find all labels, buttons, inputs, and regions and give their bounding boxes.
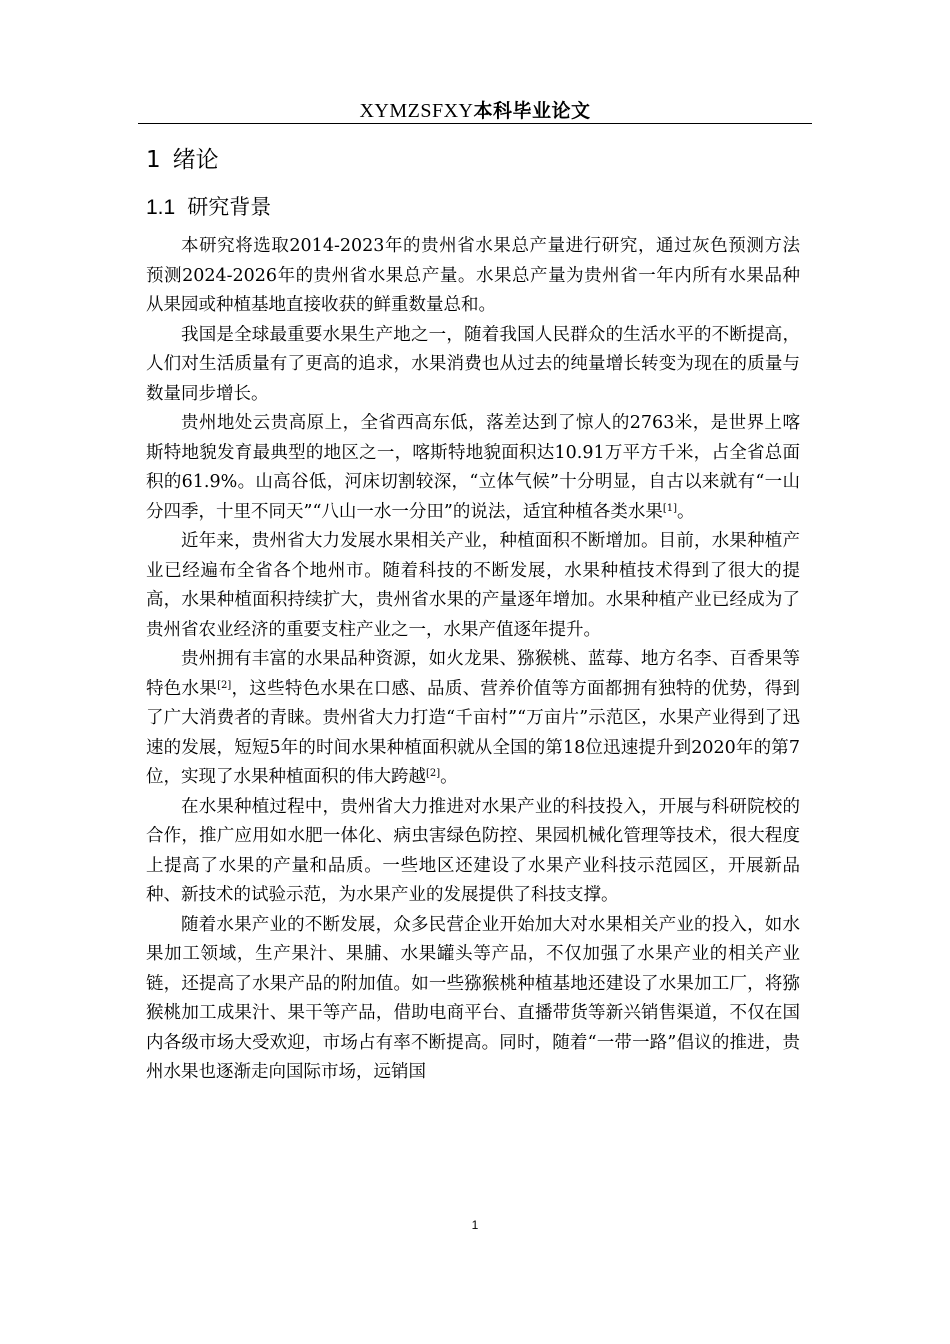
- citation: [2]: [217, 679, 232, 691]
- section-title: 研究背景: [187, 195, 272, 219]
- header-title-cn: 本科毕业论文: [473, 100, 591, 122]
- chapter-heading: [146, 141, 219, 174]
- paragraph: 贵州地处云贵高原上，全省西高东低，落差达到了惊人的2763米，是世界上喀斯特地貌发育最典型的地区之一，喀斯特地貌面积达10.91万平方千米，占全省总面积的61.9%。山高谷低，河床切割较深，“立体气候”十分明显，自古以来就有“一山分四季，十里不同天”“八山一水一分田”的说法，适宜种植各类水果[1]。: [146, 413, 800, 522]
- header-title-latin: XYMZSFXY: [359, 100, 474, 122]
- paragraph: 在水果种植过程中，贵州省大力推进对水果产业的科技投入，开展与科研院校的合作，推广应用如水肥一体化、病虫害绿色防控、果园机械化管理等技术，很大程度上提高了水果的产量和品质。一些地区还建设了水果产业科技示范园区，开展新品种、新技术的试验示范，为水果产业的发展提供了科技支撑。: [146, 796, 800, 905]
- page-number: 1: [471, 1218, 479, 1232]
- page-header: [138, 96, 812, 123]
- paragraph: 随着水果产业的不断发展，众多民营企业开始加大对水果相关产业的投入，如水果加工领域，生产果汁、果脯、水果罐头等产品，不仅加强了水果产业的相关产业链，还提高了水果产品的附加值。如一些猕猴桃种植基地还建设了水果加工厂，将猕猴桃加工成果汁、果干等产品，借助电商平台、直播带货等新兴销售渠道，不仅在国内各级市场大受欢迎，市场占有率不断提高。同时，随着“一带一路”倡议的推进，贵州水果也逐渐走向国际市场，远销国: [146, 914, 800, 1082]
- body-text: [146, 232, 800, 1088]
- chapter-number: 1: [146, 147, 161, 173]
- paragraph: 我国是全球最重要水果生产地之一，随着我国人民群众的生活水平的不断提高，人们对生活质量有了更高的追求，水果消费也从过去的纯量增长转变为现在的质量与数量同步增长。: [146, 324, 800, 404]
- paragraph: 贵州拥有丰富的水果品种资源，如火龙果、猕猴桃、蓝莓、地方名李、百香果等特色水果[2]，这些特色水果在口感、品质、营养价值等方面都拥有独特的优势，得到了广大消费者的青睐。贵州省大力打造“千亩村”“万亩片”示范区，水果产业得到了迅速的发展，短短5年的时间水果种植面积就从全国的第18位迅速提升到2020年的第7位，实现了水果种植面积的伟大跨越[2]。: [146, 649, 800, 787]
- citation: [1]: [662, 502, 678, 514]
- section-number: 1.1: [146, 196, 176, 219]
- section-heading: [146, 191, 271, 221]
- paragraph: 近年来，贵州省大力发展水果相关产业，种植面积不断增加。目前，水果种植产业已经遍布全省各个地州市。随着科技的不断发展，水果种植技术得到了很大的提高，水果种植面积持续扩大，贵州省水果的产量逐年增加。水果种植产业已经成为了贵州省农业经济的重要支柱产业之一，水果产值逐年提升。: [146, 531, 800, 640]
- citation: [2]: [426, 768, 441, 779]
- paragraph: 本研究将选取2014-2023年的贵州省水果总产量进行研究，通过灰色预测方法预测2024-2026年的贵州省水果总产量。水果总产量为贵州省一年内所有水果品种从果园或种植基地直接收获的鲜重数量总和。: [146, 236, 800, 315]
- header-divider: [138, 123, 812, 124]
- chapter-title: 绪论: [172, 147, 219, 173]
